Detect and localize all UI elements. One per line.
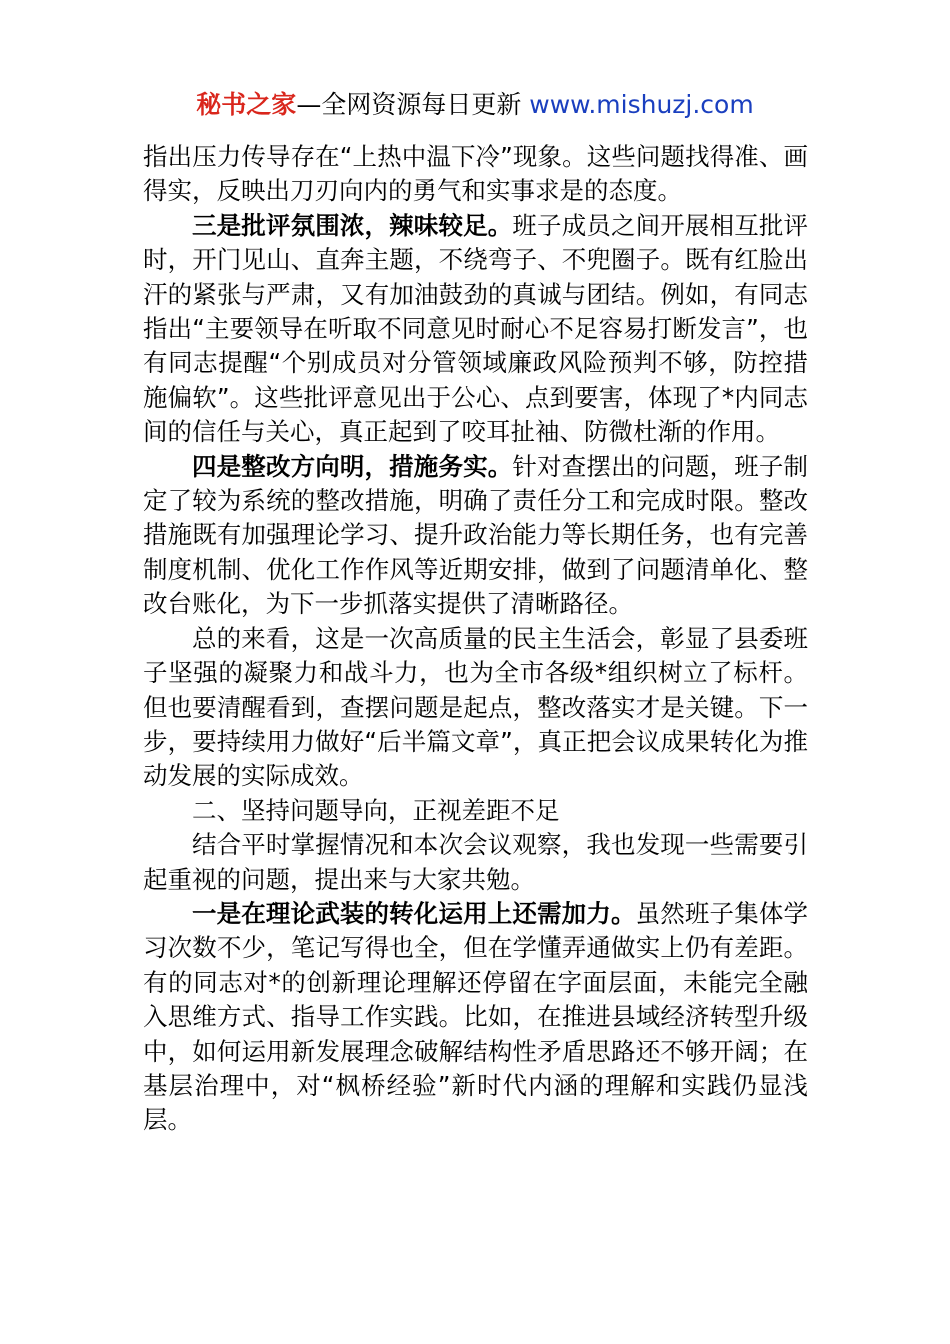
paragraph-rectification bbox=[143, 450, 808, 622]
paragraph-continuation bbox=[143, 140, 808, 209]
site-url-link[interactable]: www.mishuzj.com bbox=[529, 90, 754, 119]
paragraph-text: 指出压力传导存在“上热中温下冷”现象。这些问题找得准、画得实，反映出刀刃向内的勇气和实事求是的态度。 bbox=[143, 142, 808, 206]
header-tagline: —全网资源每日更新 bbox=[296, 90, 522, 119]
paragraph-intro bbox=[143, 828, 808, 897]
paragraph-text: 虽然班子集体学习次数不少，笔记写得也全，但在学懂弄通做实上仍有差距。有的同志对*的创新理论理解还停留在字面层面，未能完全融入思维方式、指导工作实践。比如，在推进县域经济转型升级中，如何运用新发展理念破解结构性矛盾思路还不够开阔；在基层治理中，对“枫桥经验”新时代内涵的理解和实践仍显浅层。 bbox=[143, 898, 808, 1135]
document-body bbox=[143, 140, 808, 1138]
section-heading bbox=[143, 794, 808, 828]
section-heading-text: 二、坚持问题导向，正视差距不足 bbox=[192, 795, 560, 825]
paragraph-lead: 一是在理论武装的转化运用上还需加力。 bbox=[192, 898, 636, 928]
brand-name: 秘书之家 bbox=[196, 90, 297, 119]
paragraph-text: 针对查摆出的问题，班子制定了较为系统的整改措施，明确了责任分工和完成时限。整改措施既有加强理论学习、提升政治能力等长期任务，也有完善制度机制、优化工作作风等近期安排，做到了问题清单化、整改台账化，为下一步抓落实提供了清晰路径。 bbox=[143, 451, 809, 619]
paragraph-theory bbox=[143, 897, 808, 1138]
paragraph-criticism bbox=[143, 209, 808, 450]
paragraph-lead: 三是批评氛围浓，辣味较足。 bbox=[192, 210, 513, 240]
paragraph-text: 总的来看，这是一次高质量的民主生活会，彰显了县委班子坚强的凝聚力和战斗力，也为全市各级*组织树立了标杆。但也要清醒看到，查摆问题是起点，整改落实才是关键。下一步，要持续用力做好“后半篇文章”，真正把会议成果转化为推动发展的实际成效。 bbox=[143, 623, 808, 791]
paragraph-lead: 四是整改方向明，措施务实。 bbox=[192, 451, 513, 481]
paragraph-summary bbox=[143, 622, 808, 794]
paragraph-text: 班子成员之间开展相互批评时，开门见山、直奔主题，不绕弯子、不兜圈子。既有红脸出汗的紧张与严肃，又有加油鼓劲的真诚与团结。例如，有同志指出“主要领导在听取不同意见时耐心不足容易打断发言”，也有同志提醒“个别成员对分管领域廉政风险预判不够，防控措施偏软”。这些批评意见出于公心、点到要害，体现了*内同志间的信任与关心，真正起到了咬耳扯袖、防微杜渐的作用。 bbox=[143, 210, 809, 447]
paragraph-text: 结合平时掌握情况和本次会议观察，我也发现一些需要引起重视的问题，提出来与大家共勉。 bbox=[143, 830, 808, 894]
site-header bbox=[0, 88, 950, 122]
